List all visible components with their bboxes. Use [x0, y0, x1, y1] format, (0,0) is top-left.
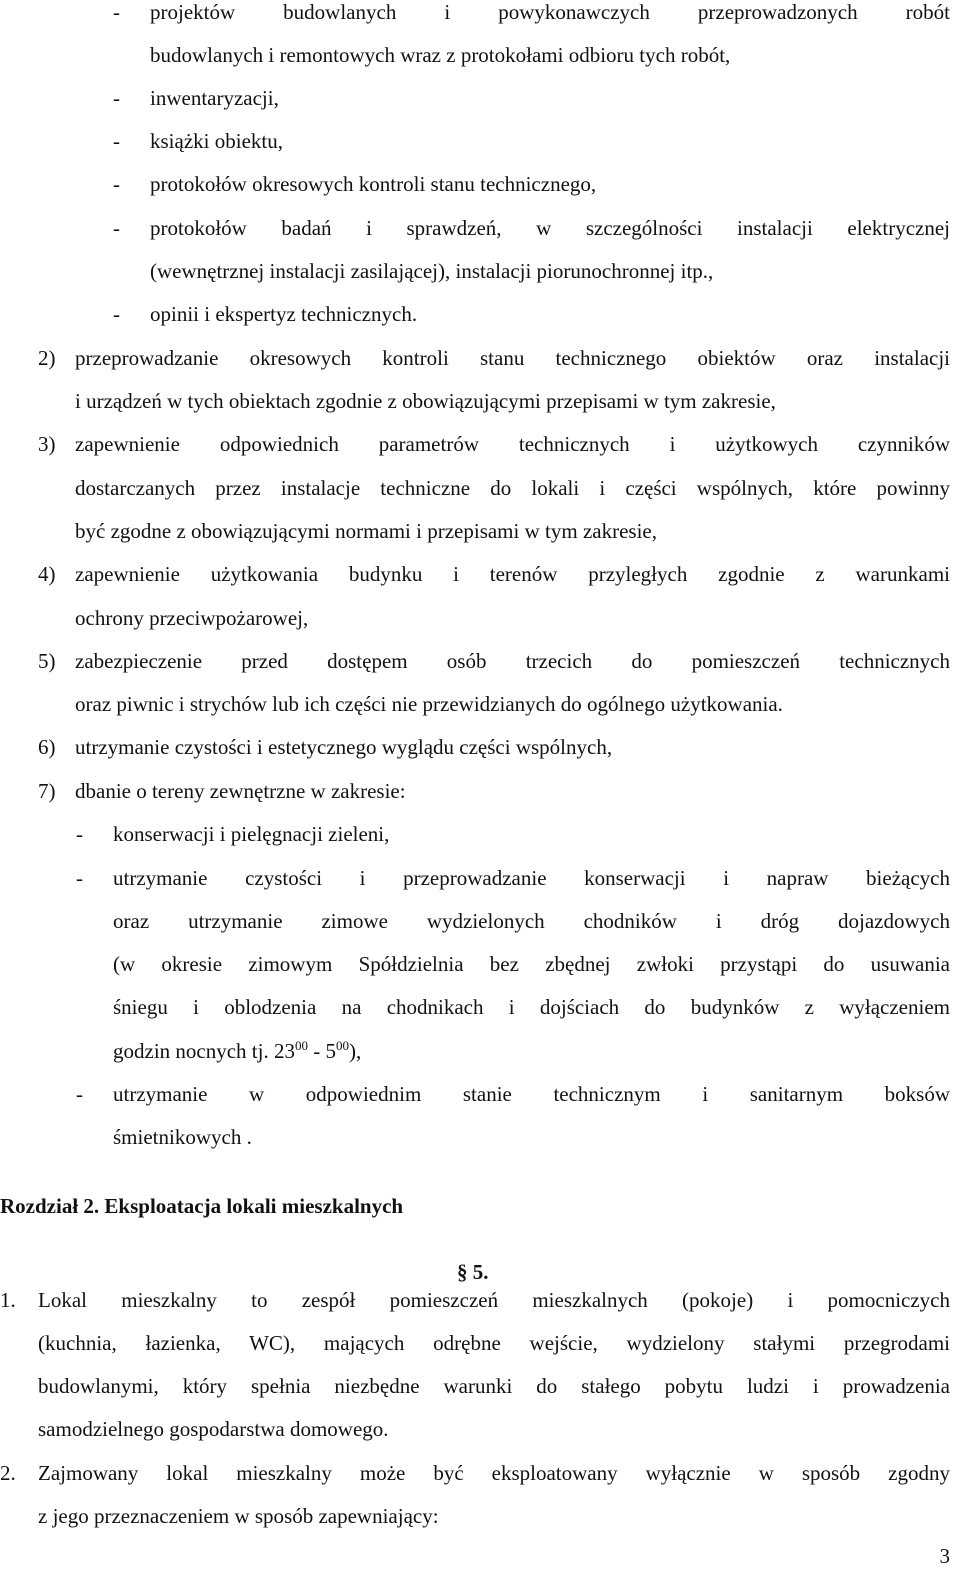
- section-text: samodzielnego gospodarstwa domowego.: [38, 1417, 389, 1441]
- list-item-text: protokołów okresowych kontroli stanu technicznego,: [150, 172, 597, 196]
- numbered-marker: 5): [38, 649, 56, 673]
- numbered-item-text: oraz piwnic i strychów lub ich części nie przewidzianych do ogólnego użytkowania.: [75, 692, 783, 716]
- hours-line: godzin nocnych tj. $23^{00} - 5^{00}$),: [113, 1038, 362, 1063]
- numbered-marker: 7): [38, 779, 56, 803]
- sublist-marker: -: [76, 1082, 83, 1106]
- list-item-text: projektów budowlanych i powykonawczych przeprowadzonych robót: [150, 0, 950, 24]
- sublist-item-text: konserwacji i pielęgnacji zieleni,: [113, 822, 390, 846]
- numbered-item-text: utrzymanie czystości i estetycznego wyglądu części wspólnych,: [75, 735, 613, 759]
- list-item-text: budowlanych i remontowych wraz z protokołami odbioru tych robót,: [150, 43, 731, 67]
- numbered-marker: 3): [38, 432, 56, 456]
- numbered-item-text: dostarczanych przez instalacje techniczne do lokali i części wspólnych, które powinny: [75, 476, 950, 500]
- list-item-text: protokołów badań i sprawdzeń, w szczególności instalacji elektrycznej: [150, 216, 950, 240]
- numbered-item-text: zapewnienie użytkowania budynku i terenów przyległych zgodnie z warunkami: [75, 562, 950, 586]
- numbered-item-text: być zgodne z obowiązującymi normami i przepisami w tym zakresie,: [75, 519, 657, 543]
- section-text: (kuchnia, łazienka, WC), mających odrębne wejście, wydzielony stałymi przegrodami: [38, 1331, 950, 1355]
- sublist-marker: -: [76, 822, 83, 846]
- list-marker: -: [113, 216, 120, 240]
- list-item-text: opinii i ekspertyz technicznych.: [150, 302, 418, 326]
- numbered-item-text: przeprowadzanie okresowych kontroli stanu technicznego obiektów oraz instalacji: [75, 346, 950, 370]
- sublist-marker: -: [76, 866, 83, 890]
- page-number: 3: [939, 1544, 950, 1568]
- list-marker: -: [113, 129, 120, 153]
- section-mark: § 5.: [457, 1260, 489, 1284]
- list-item-text: książki obiektu,: [150, 129, 283, 153]
- sublist-item-text: utrzymanie w odpowiednim stanie technicznym i sanitarnym boksów: [113, 1082, 950, 1106]
- numbered-marker: 4): [38, 562, 56, 586]
- numbered-marker: 2): [38, 346, 56, 370]
- section-text: budowlanymi, który spełnia niezbędne warunki do stałego pobytu ludzi i prowadzenia: [38, 1374, 950, 1398]
- list-marker: -: [113, 302, 120, 326]
- list-item-text: inwentaryzacji,: [150, 86, 279, 110]
- chapter-heading: Rozdział 2. Eksploatacja lokali mieszkalnych: [0, 1194, 404, 1218]
- section-text: z jego przeznaczeniem w sposób zapewniający:: [38, 1504, 439, 1528]
- sublist-item-text: śniegu i oblodzenia na chodnikach i dojściach do budynków z wyłączeniem: [113, 995, 950, 1019]
- numbered-item-text: zapewnienie odpowiednich parametrów technicznych i użytkowych czynników: [75, 432, 950, 456]
- numbered-item-text: i urządzeń w tych obiektach zgodnie z obowiązującymi przepisami w tym zakresie,: [75, 389, 776, 413]
- list-marker: -: [113, 172, 120, 196]
- numbered-item-text: zabezpieczenie przed dostępem osób trzecich do pomieszczeń technicznych: [75, 649, 950, 673]
- numbered-item-text: ochrony przeciwpożarowej,: [75, 606, 309, 630]
- section-text: Zajmowany lokal mieszkalny może być eksploatowany wyłącznie w sposób zgodny: [38, 1461, 950, 1485]
- sublist-item-text: śmietnikowych .: [113, 1125, 252, 1149]
- sublist-item-text: (w okresie zimowym Spółdzielnia bez zbędnej zwłoki przystąpi do usuwania: [113, 952, 950, 976]
- sublist-item-text: utrzymanie czystości i przeprowadzanie konserwacji i napraw bieżących: [113, 866, 950, 890]
- section-text: Lokal mieszkalny to zespół pomieszczeń mieszkalnych (pokoje) i pomocniczych: [38, 1288, 950, 1312]
- sublist-item-text: oraz utrzymanie zimowe wydzielonych chodników i dróg dojazdowych: [113, 909, 950, 933]
- section-marker: 2.: [0, 1461, 16, 1485]
- section-marker: 1.: [0, 1288, 16, 1312]
- numbered-marker: 6): [38, 735, 56, 759]
- list-marker: -: [113, 0, 120, 24]
- list-item-text: (wewnętrznej instalacji zasilającej), instalacji piorunochronnej itp.,: [150, 259, 714, 283]
- list-marker: -: [113, 86, 120, 110]
- numbered-item-text: dbanie o tereny zewnętrzne w zakresie:: [75, 779, 406, 803]
